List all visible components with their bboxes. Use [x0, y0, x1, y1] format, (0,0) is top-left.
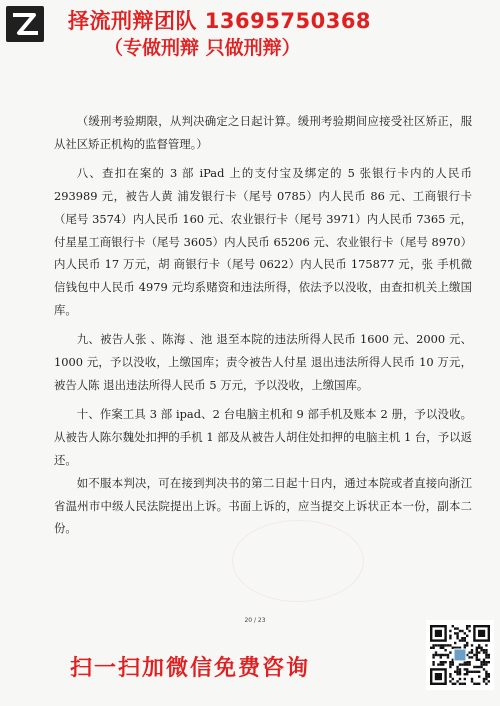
banner-title: 择流刑辩团队 13695750368 [68, 9, 372, 33]
wechat-qr-code-icon[interactable] [426, 620, 494, 690]
paragraph-item-8: 八、查扣在案的 3 部 iPad 上的支付宝及绑定的 5 张银行卡内的人民币 293989 元，被告人黄 浦发银行卡（尾号 0785）内人民币 86 元、工商银行卡（尾号 3574）内人民币 160 元、农业银行卡（尾号 3971）内人民币 7365 元，付星星工商银行卡（尾号 3605）内人民币 65206 元、农业银行卡（尾号 8970）内人民币 17 万元，胡 商银行卡（尾号 0622）内人民币 175877 元，张 手机微信钱包中人民币 4979 元均系赌资和违法所得，依法予以没收，由查扣机关上缴国库。 [54, 165, 472, 318]
banner-subtitle: （专做刑辩 只做刑辩） [104, 37, 301, 59]
logo-mark-icon [6, 6, 44, 42]
paragraph-appeal-notice: 如不服本判决，可在接到判决书的第二日起十日内，通过本院或者直接向浙江省温州市中级人民法院提出上诉。书面上诉的，应当提交上诉状正本一份，副本二份。 [54, 475, 472, 536]
footer-cta-text: 扫一扫加微信免费咨询 [70, 656, 311, 681]
judgment-document-body [54, 110, 472, 540]
paragraph-item-10: 十、作案工具 3 部 ipad、2 台电脑主机和 9 部手机及账本 2 册，予以没收。从被告人陈尔魏处扣押的手机 1 部及从被告人胡住处扣押的电脑主机 1 台，予以返还。 [54, 406, 472, 467]
paragraph-item-9: 九、被告人张 、陈海 、池 退至本院的违法所得人民币 1600 元、2000 元、1000 元，予以没收，上缴国库；责令被告人付星 退出违法所得人民币 10 万元，被告人陈 退出违法所得人民币 5 万元，予以没收，上缴国库。 [54, 332, 472, 392]
faint-stamp-mark [232, 520, 364, 602]
page-number: 20 / 23 [244, 617, 266, 624]
paragraph-probation-note: （缓刑考验期限，从判决确定之日起计算。缓刑考验期间应接受社区矫正，服从社区矫正机构的监督管理。） [54, 114, 472, 151]
